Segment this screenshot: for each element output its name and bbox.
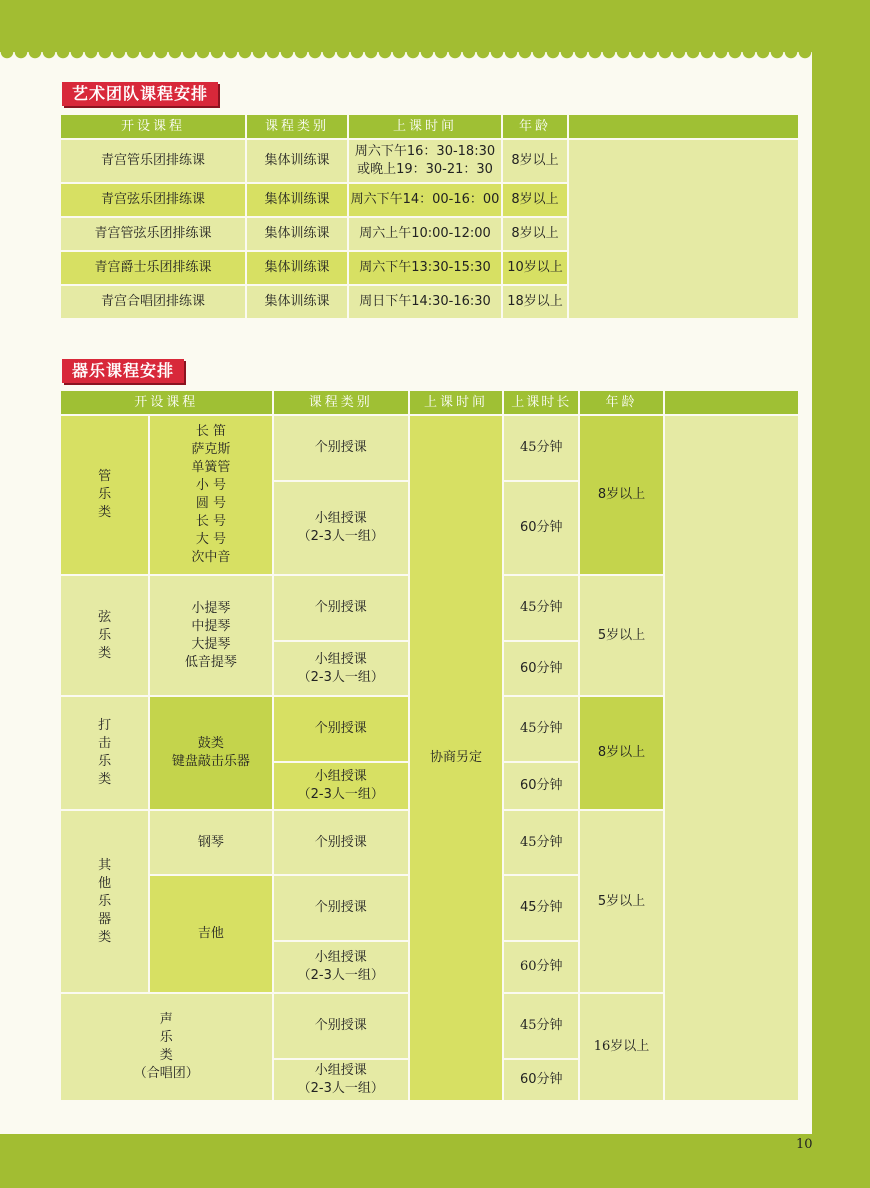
type-individual: 个别授课 [274, 416, 408, 480]
type-individual: 个别授课 [274, 811, 408, 874]
header-type: 课程类别 [247, 115, 347, 138]
type-group: 小组授课 （2-3人一组） [274, 482, 408, 574]
blank-cell [665, 416, 798, 1100]
page-number: 10 [796, 1137, 813, 1152]
time-cell: 周六上午10:00-12:00 [349, 218, 501, 250]
type-cell: 集体训练课 [247, 218, 347, 250]
header-course: 开设课程 [61, 115, 245, 138]
time-cell: 周日下午14:30-16:30 [349, 286, 501, 318]
duration-cell: 60分钟 [504, 482, 578, 574]
age-percussion: 8岁以上 [580, 697, 662, 809]
course-cell: 青宫管乐团排练课 [61, 140, 245, 182]
time-cell: 周六下午14：00-16：00 [349, 184, 501, 216]
type-cell: 集体训练课 [247, 286, 347, 318]
duration-cell: 45分钟 [504, 811, 578, 874]
category-percussion: 打 击 乐 类 [61, 697, 148, 809]
category-other: 其 他 乐 器 类 [61, 811, 148, 992]
blank-cell [569, 140, 798, 318]
duration-cell: 45分钟 [504, 416, 578, 480]
age-cell: 8岁以上 [503, 218, 567, 250]
duration-cell: 45分钟 [504, 876, 578, 940]
type-individual: 个别授课 [274, 876, 408, 940]
header-type: 课程类别 [274, 391, 408, 414]
section1-title: 艺术团队课程安排 [62, 82, 218, 106]
age-cell: 10岁以上 [503, 252, 567, 284]
age-string: 5岁以上 [580, 576, 662, 695]
age-wind: 8岁以上 [580, 416, 662, 574]
course-cell: 青宫爵士乐团排练课 [61, 252, 245, 284]
type-cell: 集体训练课 [247, 140, 347, 182]
string-instruments: 小提琴 中提琴 大提琴 低音提琴 [150, 576, 271, 695]
type-individual: 个别授课 [274, 994, 408, 1058]
instrument-piano: 钢琴 [150, 811, 271, 874]
category-vocal: 声 乐 类 （合唱团） [61, 994, 272, 1100]
instrument-guitar: 吉他 [150, 876, 271, 992]
type-group: 小组授课 （2-3人一组） [274, 1060, 408, 1100]
header-blank [665, 391, 798, 414]
type-individual: 个别授课 [274, 576, 408, 640]
duration-cell: 45分钟 [504, 994, 578, 1058]
header-time: 上课时间 [410, 391, 502, 414]
percussion-instruments: 鼓类 键盘敲击乐器 [150, 697, 271, 809]
header-age: 年龄 [580, 391, 662, 414]
type-cell: 集体训练课 [247, 252, 347, 284]
duration-cell: 45分钟 [504, 576, 578, 640]
age-cell: 8岁以上 [503, 184, 567, 216]
art-team-schedule-table [59, 113, 800, 320]
type-group: 小组授课 （2-3人一组） [274, 942, 408, 992]
instrument-schedule-table [59, 389, 800, 1102]
duration-cell: 60分钟 [504, 1060, 578, 1100]
age-vocal: 16岁以上 [580, 994, 662, 1100]
age-cell: 18岁以上 [503, 286, 567, 318]
time-negotiable: 协商另定 [410, 416, 502, 1100]
age-other: 5岁以上 [580, 811, 662, 992]
duration-cell: 60分钟 [504, 642, 578, 695]
duration-cell: 60分钟 [504, 942, 578, 992]
category-string: 弦 乐 类 [61, 576, 148, 695]
type-individual: 个别授课 [274, 697, 408, 761]
duration-cell: 45分钟 [504, 697, 578, 761]
type-group: 小组授课 （2-3人一组） [274, 763, 408, 809]
wind-instruments: 长 笛 萨克斯 单簧管 小 号 圆 号 长 号 大 号 次中音 [150, 416, 271, 574]
duration-cell: 60分钟 [504, 763, 578, 809]
scalloped-edge [0, 52, 812, 66]
course-cell: 青宫管弦乐团排练课 [61, 218, 245, 250]
header-blank [569, 115, 798, 138]
time-cell: 周六下午16：30-18:30 或晚上19：30-21：30 [349, 140, 501, 182]
time-cell: 周六下午13:30-15:30 [349, 252, 501, 284]
age-cell: 8岁以上 [503, 140, 567, 182]
type-group: 小组授课 （2-3人一组） [274, 642, 408, 695]
section2-title: 器乐课程安排 [62, 359, 184, 383]
type-cell: 集体训练课 [247, 184, 347, 216]
header-time: 上课时间 [349, 115, 501, 138]
header-duration: 上课时长 [504, 391, 578, 414]
course-cell: 青宫合唱团排练课 [61, 286, 245, 318]
header-age: 年龄 [503, 115, 567, 138]
header-course: 开设课程 [61, 391, 272, 414]
bottom-band [0, 1134, 870, 1188]
category-wind: 管 乐 类 [61, 416, 148, 574]
course-cell: 青宫弦乐团排练课 [61, 184, 245, 216]
